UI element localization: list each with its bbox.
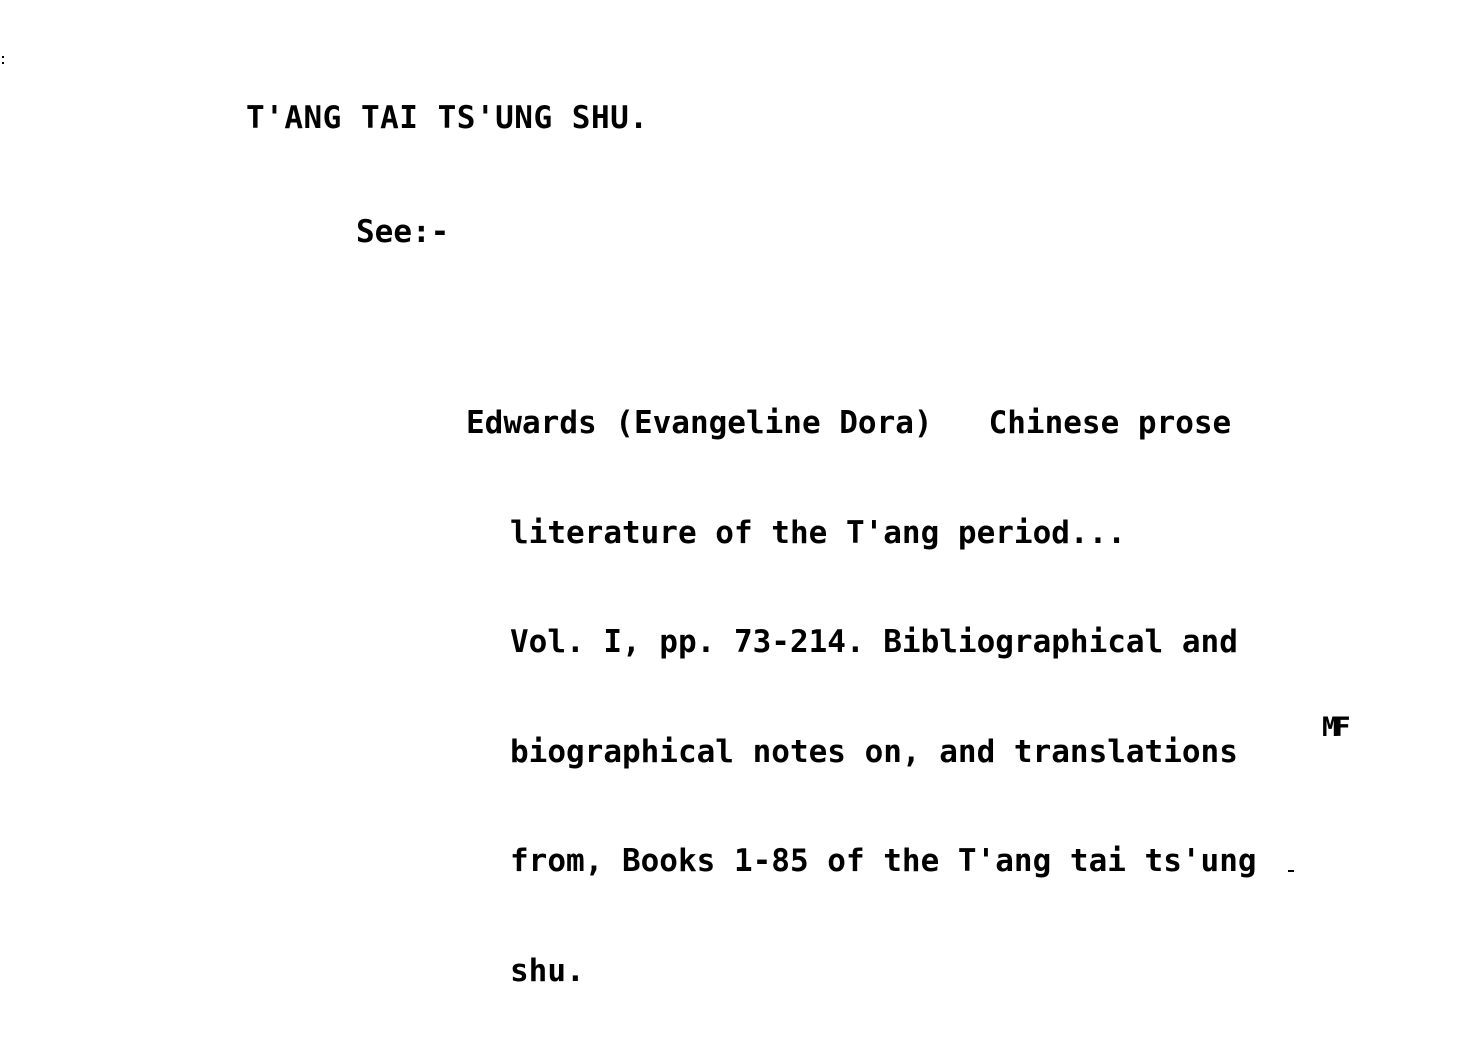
entry-line: from, Books 1-85 of the T'ang tai ts'ung (510, 843, 1257, 879)
scan-speck (1288, 870, 1294, 872)
scan-speck (2, 56, 4, 58)
entry-line: Vol. I, pp. 73-214. Bibliographical and (510, 624, 1238, 660)
entry-line: literature of the T'ang period... (510, 514, 1126, 551)
subject-heading: T'ANG TAI TS'UNG SHU. (246, 100, 649, 136)
cataloger-initials: MF (1322, 712, 1347, 743)
entry-author: Edwards (Evangeline Dora) (466, 405, 933, 441)
entry-line: biographical notes on, and translations (510, 733, 1238, 770)
see-reference: See:- (356, 214, 450, 250)
entry-title-start: Chinese prose (988, 405, 1232, 441)
bibliographic-entry (466, 332, 1257, 1062)
scan-speck (2, 62, 4, 64)
entry-first-line (466, 405, 1257, 442)
entry-line: shu. (510, 952, 585, 989)
